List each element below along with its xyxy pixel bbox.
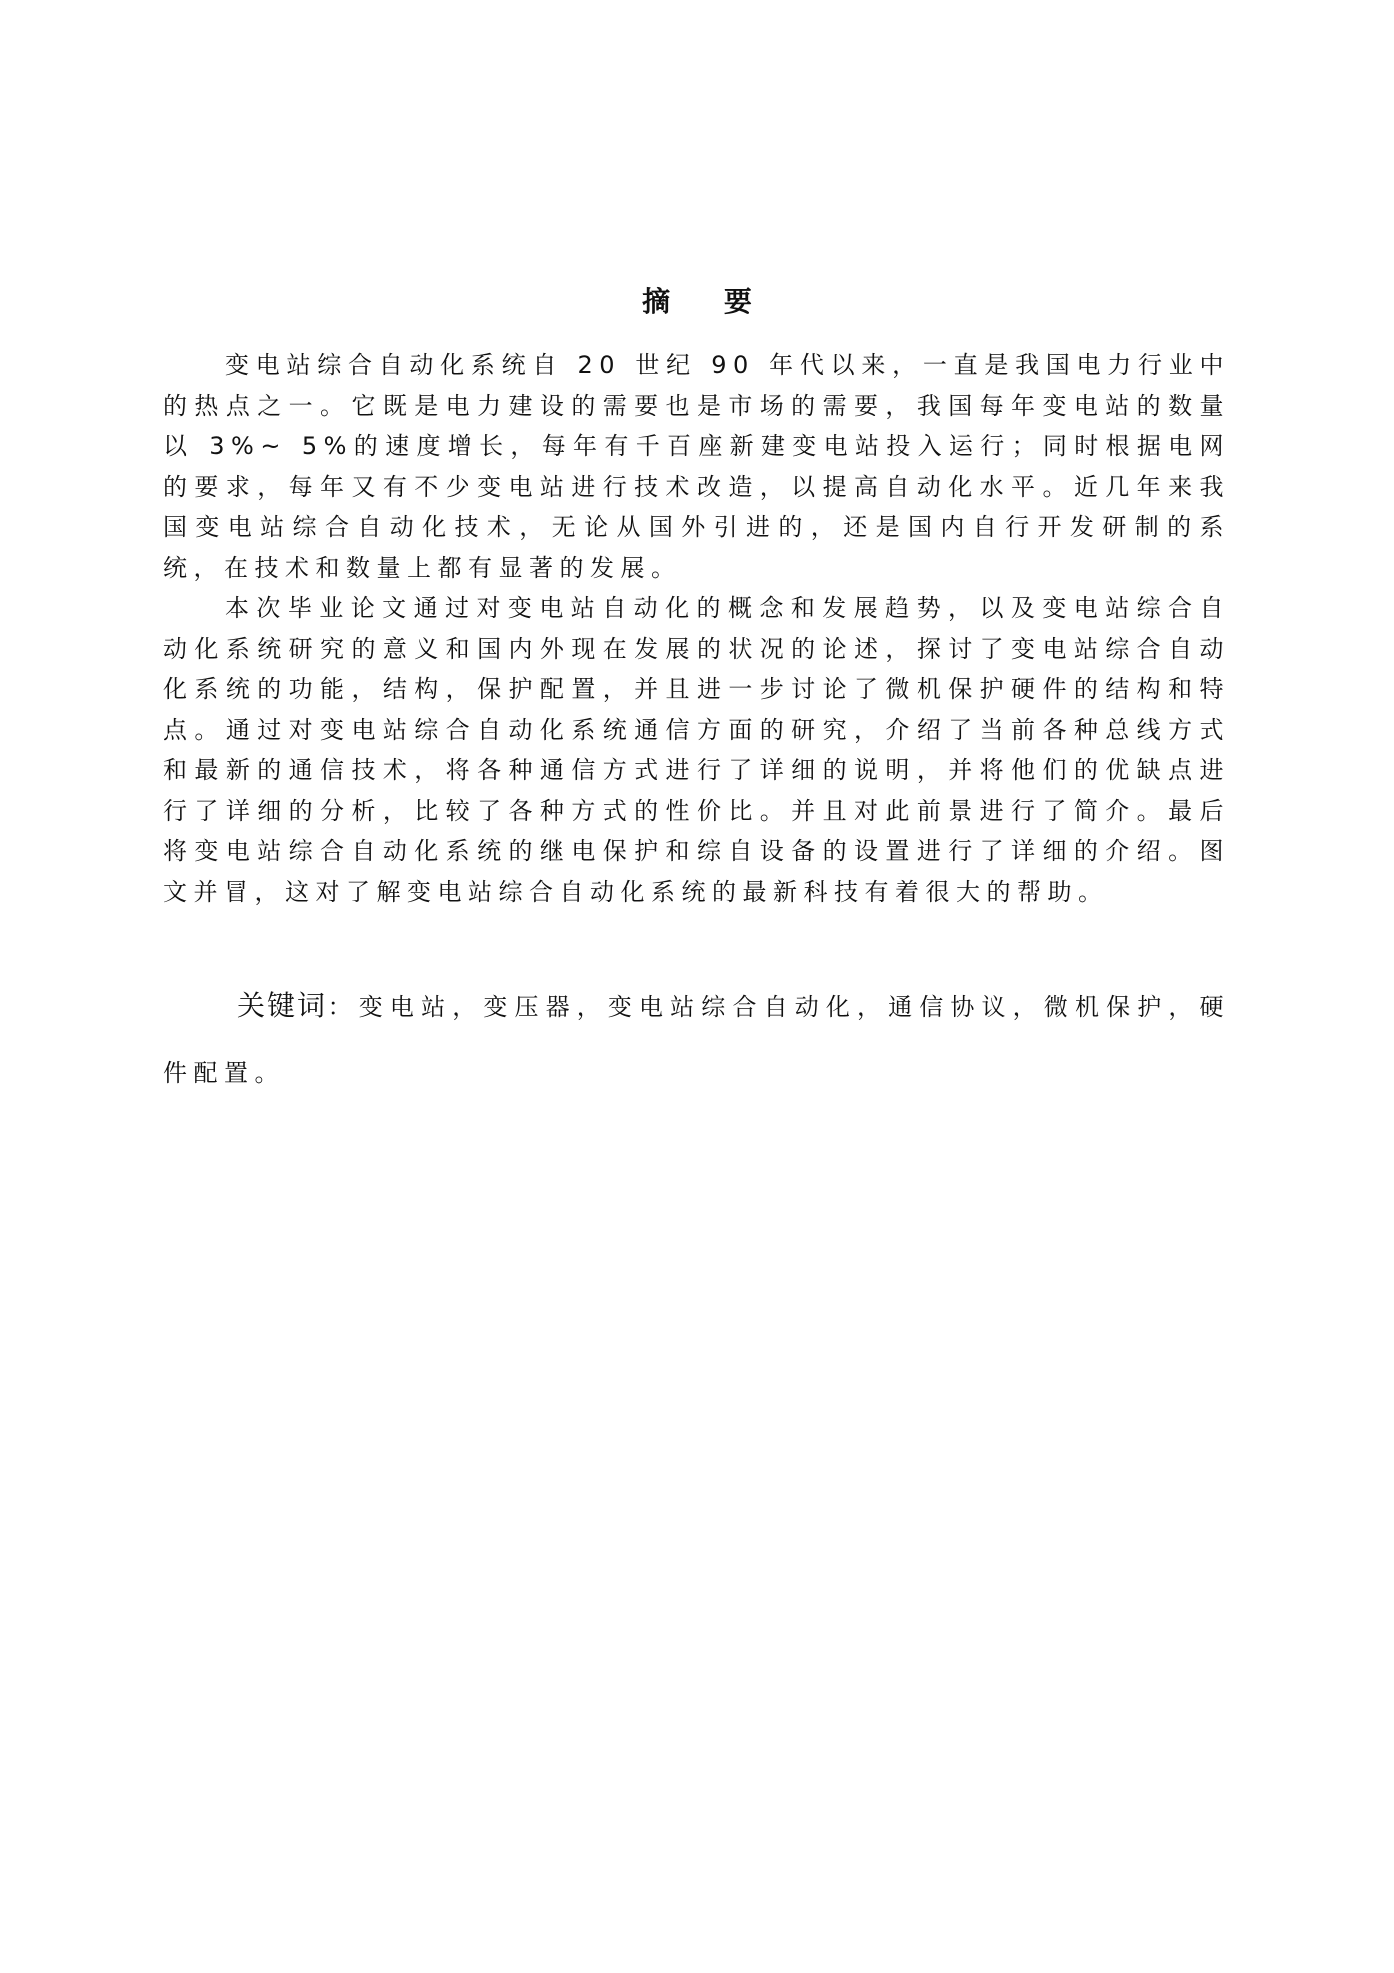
keywords-label: 关键词 [237, 989, 328, 1022]
abstract-body [163, 345, 1230, 912]
abstract-paragraph-2: 本次毕业论文通过对变电站自动化的概念和发展趋势，以及变电站综合自动化系统研究的意义和国内外现在发展的状况的论述，探讨了变电站综合自动化系统的功能，结构，保护配置，并且进一步讨论了微机保护硬件的结构和特点。通过对变电站综合自动化系统通信方面的研究，介绍了当前各种总线方式和最新的通信技术，将各种通信方式进行了详细的说明，并将他们的优缺点进行了详细的分析，比较了各种方式的性价比。并且对此前景进行了简介。最后将变电站综合自动化系统的继电保护和综自设备的设置进行了详细的介绍。图文并冒，这对了解变电站综合自动化系统的最新科技有着很大的帮助。 [163, 594, 1230, 906]
abstract-title: 摘 要 [642, 285, 774, 318]
keywords-text: ：变电站，变压器，变电站综合自动化，通信协议，微机保护，硬件配置。 [163, 993, 1230, 1087]
keywords-section [163, 973, 1230, 1106]
abstract-paragraph-1: 变电站综合自动化系统自 20 世纪 90 年代以来，一直是我国电力行业中的热点之一。它既是电力建设的需要也是市场的需要，我国每年变电站的数量以 3%~ 5%的速度增长，每年有千百座新建变电站投入运行；同时根据电网的要求，每年又有不少变电站进行技术改造，以提高自动化水平。近几年来我国变电站综合自动化技术，无论从国外引进的，还是国内自行开发研制的系统，在技术和数量上都有显著的发展。 [163, 351, 1230, 582]
